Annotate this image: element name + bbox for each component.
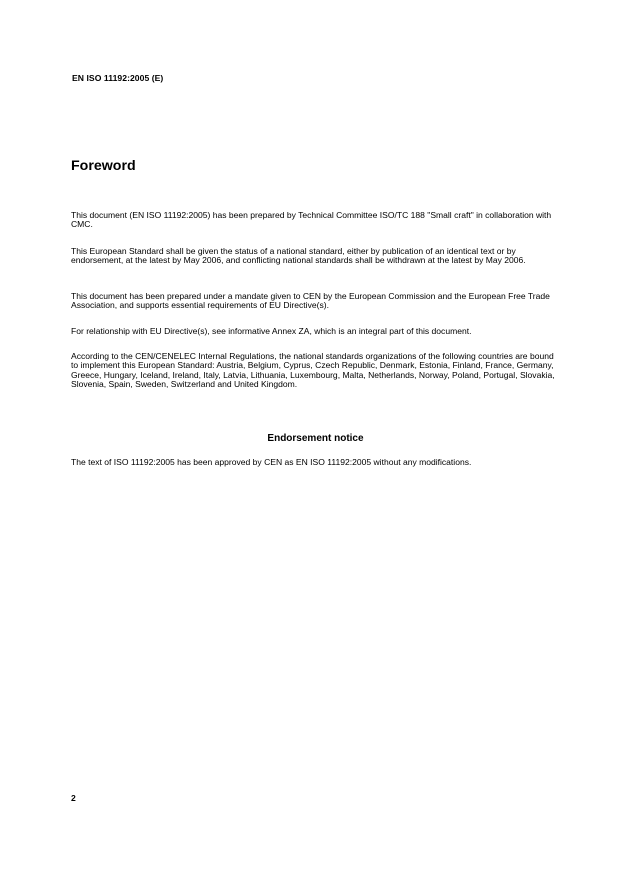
foreword-paragraph-5: According to the CEN/CENELEC Internal Regulations, the national standards organizations of the following countries are bound to implement this European Standard: Austria, Belgium, Cyprus, Czech Republic, Denmark, Estonia, Finland, France, Germany, Greece, Hungary, Iceland, Ireland, Italy, Latvia, Lithuania, Luxembourg, Malta, Netherlands, Norway, Poland, Portugal, Slovakia, Slovenia, Spain, Sweden, Switzerland and United Kingdom. [71, 351, 555, 389]
endorsement-heading: Endorsement notice [267, 433, 364, 444]
foreword-paragraph-2: This European Standard shall be given the status of a national standard, either by publication of an identical text or by endorsement, at the latest by May 2006, and conflicting national standards shall be withdrawn at the latest by May 2006. [71, 246, 526, 266]
foreword-paragraph-4: For relationship with EU Directive(s), see informative Annex ZA, which is an integral part of this document. [71, 326, 472, 336]
document-header: EN ISO 11192:2005 (E) [72, 73, 164, 83]
page-title: Foreword [71, 158, 136, 174]
foreword-paragraph-1: This document (EN ISO 11192:2005) has been prepared by Technical Committee ISO/TC 188 "Small craft" in collaboration with CMC. [71, 210, 552, 230]
page-number: 2 [71, 793, 76, 803]
foreword-paragraph-3: This document has been prepared under a mandate given to CEN by the European Commission and the European Free Trade Association, and supports essential requirements of EU Directive(s). [71, 291, 550, 311]
endorsement-text: The text of ISO 11192:2005 has been approved by CEN as EN ISO 11192:2005 without any modifications. [71, 457, 472, 467]
